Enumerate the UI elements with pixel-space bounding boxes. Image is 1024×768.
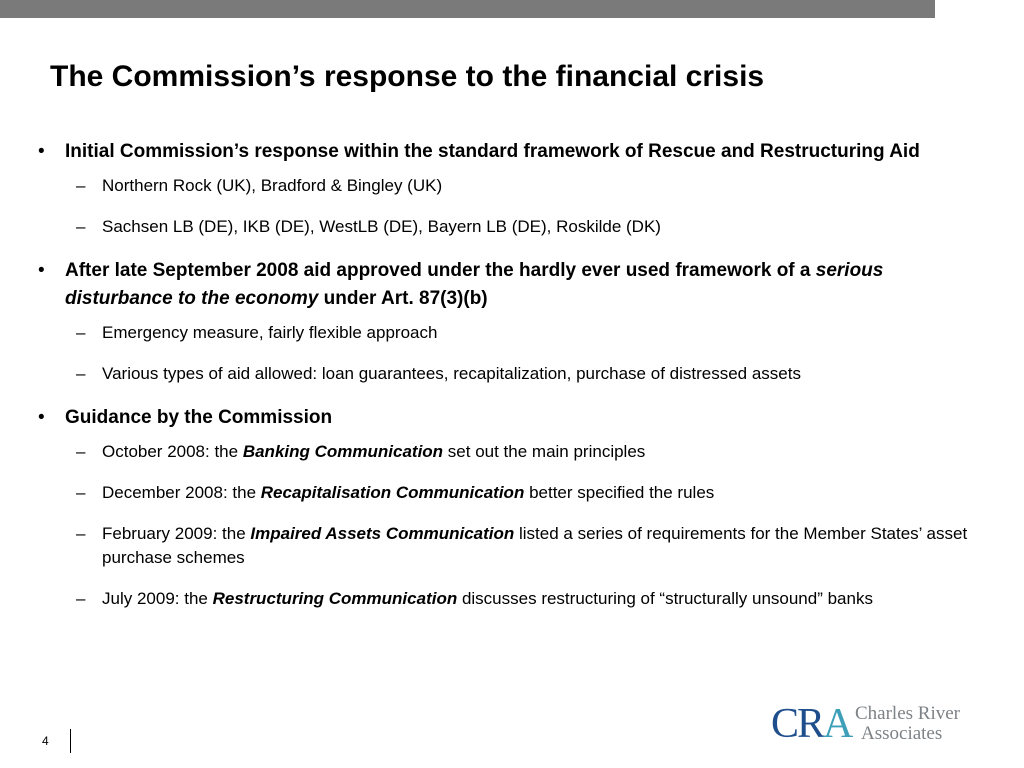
sub-bullet-text: Sachsen LB (DE), IKB (DE), WestLB (DE), Bayern LB (DE), Roskilde (DK) bbox=[102, 217, 661, 236]
logo-letter-r: R bbox=[797, 701, 824, 747]
sub-bullet-marker: – bbox=[76, 323, 86, 342]
logo-letter-c: C bbox=[771, 701, 798, 747]
bullet-serious-disturbance bbox=[38, 257, 978, 313]
sub-bullet-marker: – bbox=[76, 364, 86, 383]
sub-bullet-sachsen-lb bbox=[76, 215, 978, 239]
sub-bullet-suffix: better specified the rules bbox=[529, 483, 715, 502]
sub-bullet-banking-communication bbox=[76, 440, 978, 464]
bullet-initial-response bbox=[38, 138, 978, 166]
sub-bullet-restructuring-communication bbox=[76, 587, 978, 611]
sub-bullet-marker: – bbox=[76, 176, 86, 195]
bullet-marker: • bbox=[38, 260, 45, 281]
sub-bullet-impaired-assets-communication bbox=[76, 522, 978, 570]
cra-logo-mark bbox=[771, 702, 851, 746]
slide-content bbox=[38, 138, 978, 628]
sub-bullet-prefix: July 2009: the bbox=[102, 589, 208, 608]
sub-bullet-suffix: set out the main principles bbox=[447, 442, 646, 461]
sub-bullet-emphasis: Recapitalisation Communication bbox=[260, 483, 525, 502]
bullet-text-before: After late September 2008 aid approved under the hardly ever used framework of a bbox=[65, 260, 811, 281]
sub-bullet-text: Northern Rock (UK), Bradford & Bingley (UK) bbox=[102, 176, 443, 195]
sub-bullet-emphasis: Impaired Assets Communication bbox=[250, 524, 515, 543]
sub-bullet-recapitalisation-communication bbox=[76, 481, 978, 505]
sub-bullet-northern-rock bbox=[76, 174, 978, 198]
slide-title: The Commission’s response to the financial crisis bbox=[50, 60, 765, 93]
sub-bullet-emergency-measure bbox=[76, 321, 978, 345]
sub-bullet-text: Emergency measure, fairly flexible approach bbox=[102, 323, 438, 342]
bullet-emphasis: serious disturbance to the economy bbox=[65, 260, 884, 309]
page-number-divider bbox=[70, 729, 71, 753]
bullet-text: Initial Commission’s response within the standard framework of Rescue and Restructuring Aid bbox=[65, 141, 920, 162]
sub-bullet-suffix: discusses restructuring of “structurally unsound” banks bbox=[461, 589, 873, 608]
bullet-text: Guidance by the Commission bbox=[65, 407, 333, 428]
sub-bullet-suffix: listed a series of requirements for the Member States’ asset purchase schemes bbox=[102, 524, 968, 567]
sub-bullet-prefix: October 2008: the bbox=[102, 442, 239, 461]
sub-bullet-prefix: December 2008: the bbox=[102, 483, 257, 502]
sub-bullet-emphasis: Banking Communication bbox=[242, 442, 444, 461]
sub-bullet-marker: – bbox=[76, 483, 86, 502]
sub-bullet-text: Various types of aid allowed: loan guarantees, recapitalization, purchase of distressed assets bbox=[102, 364, 801, 383]
sub-bullet-marker: – bbox=[76, 589, 86, 608]
bullet-marker: • bbox=[38, 407, 45, 428]
top-bar bbox=[0, 0, 935, 18]
sub-bullet-marker: – bbox=[76, 217, 86, 236]
bullet-guidance bbox=[38, 404, 978, 432]
sub-bullet-marker: – bbox=[76, 524, 86, 543]
bullet-text-after: under Art. 87(3)(b) bbox=[323, 288, 488, 309]
logo-company-name: Charles River bbox=[855, 703, 961, 724]
sub-bullet-marker: – bbox=[76, 442, 86, 461]
sub-bullet-aid-types bbox=[76, 362, 978, 386]
logo-letter-a: A bbox=[823, 701, 852, 747]
page-number: 4 bbox=[42, 734, 49, 748]
sub-bullet-prefix: February 2009: the bbox=[102, 524, 246, 543]
sub-bullet-emphasis: Restructuring Communication bbox=[212, 589, 458, 608]
logo-company-associates: Associates bbox=[861, 723, 943, 744]
bullet-marker: • bbox=[38, 141, 45, 162]
cra-logo bbox=[771, 700, 981, 750]
